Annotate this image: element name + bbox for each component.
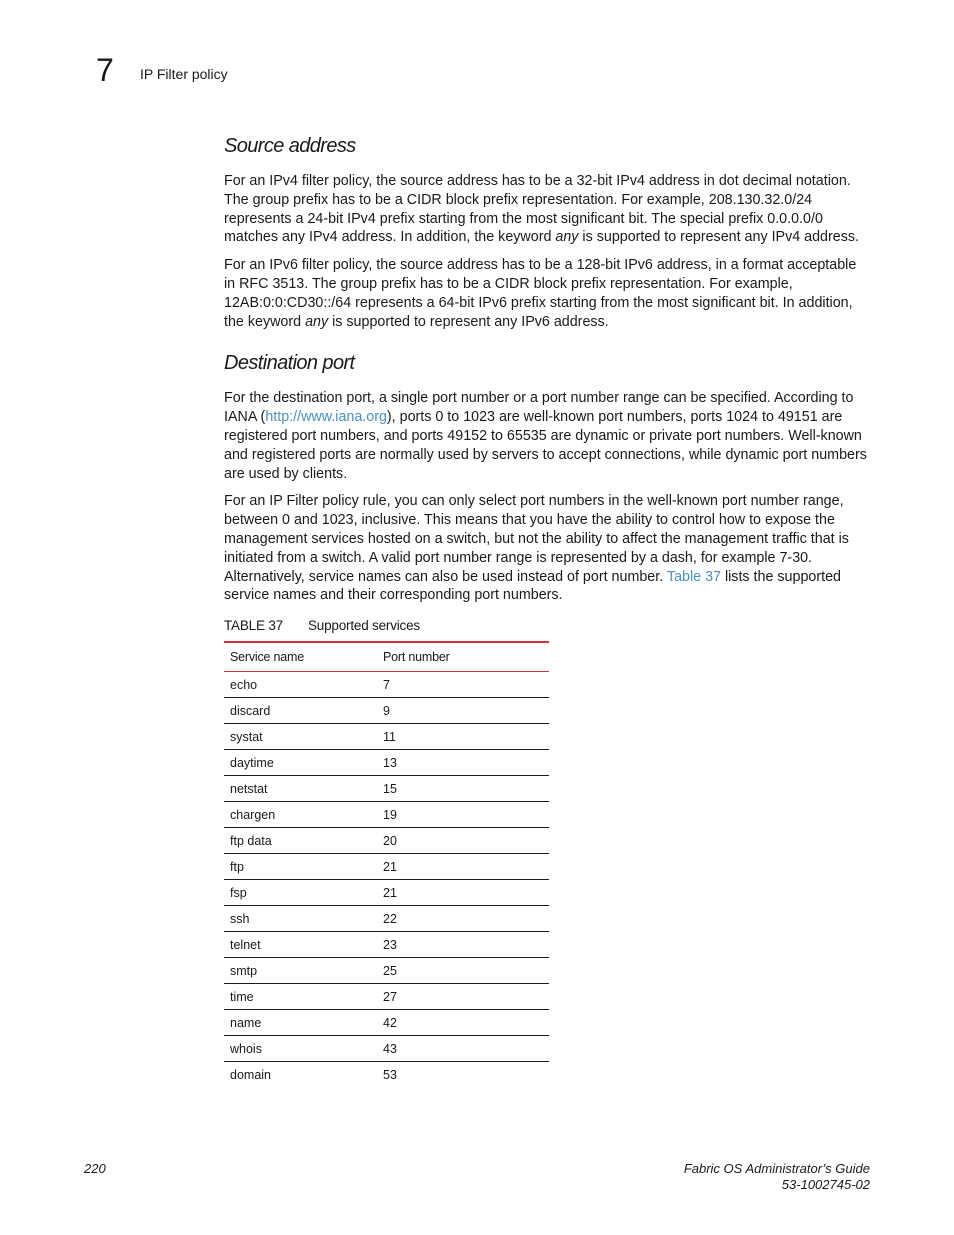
service-name-cell: chargen bbox=[224, 802, 377, 828]
port-number-cell: 9 bbox=[377, 698, 549, 724]
table-row bbox=[224, 958, 549, 984]
destination-port-paragraph-1: For the destination port, a single port number or a port number range can be specified. According to IANA (http://www.iana.org), ports 0 to 1023 are well-known port numbers, ports 1024 to 49151 are registered port numbers, and ports 49152 to 65535 are dynamic or private port numbers. Well-known and registered ports are normally used by servers to accept connections, while dynamic port numbers are used by clients. bbox=[224, 390, 867, 482]
footer-doc-info bbox=[684, 1161, 870, 1193]
port-number-cell: 15 bbox=[377, 776, 549, 802]
port-number-cell: 42 bbox=[377, 1010, 549, 1036]
table-row bbox=[224, 880, 549, 906]
supported-services-table bbox=[224, 641, 549, 1087]
table-row bbox=[224, 750, 549, 776]
service-name-cell: time bbox=[224, 984, 377, 1010]
page-content bbox=[224, 132, 870, 1087]
service-name-cell: netstat bbox=[224, 776, 377, 802]
port-number-cell: 20 bbox=[377, 828, 549, 854]
table-row bbox=[224, 984, 549, 1010]
table-row bbox=[224, 1036, 549, 1062]
chapter-number: 7 bbox=[96, 52, 114, 88]
footer-doc-title: Fabric OS Administrator’s Guide bbox=[683, 1161, 870, 1176]
port-number-cell: 13 bbox=[377, 750, 549, 776]
source-address-paragraph-2: For an IPv6 filter policy, the source address has to be a 128-bit IPv6 address, in a format acceptable in RFC 3513. The group prefix has to be a CIDR block prefix representation. For example, 12AB:0:0:CD30::/64 represents a 64-bit IPv6 prefix starting from the most significant bit. In addition, the keyword any is supported to represent any IPv6 address. bbox=[224, 257, 857, 330]
service-name-cell: ssh bbox=[224, 906, 377, 932]
table-row bbox=[224, 1062, 549, 1088]
port-number-cell: 21 bbox=[377, 854, 549, 880]
table-row bbox=[224, 776, 549, 802]
table-label: TABLE 37 bbox=[224, 618, 283, 634]
service-name-cell: ftp data bbox=[224, 828, 377, 854]
column-header-port-number: Port number bbox=[377, 642, 549, 672]
port-number-cell: 53 bbox=[383, 1067, 397, 1082]
service-name-cell: domain bbox=[230, 1067, 271, 1082]
service-name-cell: echo bbox=[224, 672, 377, 698]
column-header-service-name: Service name bbox=[224, 642, 377, 672]
service-name-cell: systat bbox=[224, 724, 377, 750]
port-number-cell: 23 bbox=[377, 932, 549, 958]
footer-doc-number: 53-1002745-02 bbox=[781, 1177, 870, 1192]
chapter-title: IP Filter policy bbox=[140, 66, 228, 82]
destination-port-heading: Destination port bbox=[224, 352, 355, 375]
table-row bbox=[224, 854, 549, 880]
port-number-cell: 21 bbox=[377, 880, 549, 906]
iana-link[interactable]: http://www.iana.org bbox=[265, 409, 387, 426]
service-name-cell: name bbox=[224, 1010, 377, 1036]
table-row bbox=[224, 828, 549, 854]
table-37-link[interactable]: Table 37 bbox=[666, 568, 721, 585]
table-row bbox=[224, 1010, 549, 1036]
table-row bbox=[224, 932, 549, 958]
table-header-row bbox=[224, 642, 549, 672]
table-caption bbox=[224, 617, 870, 635]
table-row bbox=[224, 802, 549, 828]
port-number-cell: 27 bbox=[377, 984, 549, 1010]
table-body bbox=[224, 672, 549, 1088]
port-number-cell: 43 bbox=[377, 1036, 549, 1062]
table-row bbox=[224, 698, 549, 724]
port-number-cell: 25 bbox=[377, 958, 549, 984]
port-number-cell: 22 bbox=[377, 906, 549, 932]
service-name-cell: fsp bbox=[224, 880, 377, 906]
table-row bbox=[224, 906, 549, 932]
service-name-cell: daytime bbox=[224, 750, 377, 776]
port-number-cell: 11 bbox=[377, 724, 549, 750]
service-name-cell: smtp bbox=[224, 958, 377, 984]
port-number-cell: 7 bbox=[377, 672, 549, 698]
destination-port-paragraph-2: For an IP Filter policy rule, you can only select port numbers in the well-known port number range, between 0 and 1023, inclusive. This means that you have the ability to control how to expose the management services hosted on a switch, but not the ability to affect the management traffic that is initiated from a switch. A valid port number range is represented by a dash, for example 7-30. Alternatively, service names can also be used instead of port number. Table 37 lists the supported service names and their corresponding port numbers. bbox=[224, 493, 849, 604]
table-row bbox=[224, 672, 549, 698]
source-address-paragraph-1: For an IPv4 filter policy, the source address has to be a 32-bit IPv4 address in dot decimal notation. The group prefix has to be a CIDR block prefix representation. For example, 208.130.32.0/24 represents a 24-bit IPv4 prefix starting from the most significant bit. The special prefix 0.0.0.0/0 matches any IPv4 address. In addition, the keyword any is supported to represent any IPv4 address. bbox=[224, 173, 859, 246]
port-number-cell: 19 bbox=[377, 802, 549, 828]
table-title: Supported services bbox=[308, 618, 420, 634]
page-number: 220 bbox=[84, 1161, 106, 1176]
service-name-cell: discard bbox=[224, 698, 377, 724]
service-name-cell: whois bbox=[224, 1036, 377, 1062]
service-name-cell: ftp bbox=[224, 854, 377, 880]
service-name-cell: telnet bbox=[224, 932, 377, 958]
table-row bbox=[224, 724, 549, 750]
source-address-heading: Source address bbox=[224, 135, 356, 157]
